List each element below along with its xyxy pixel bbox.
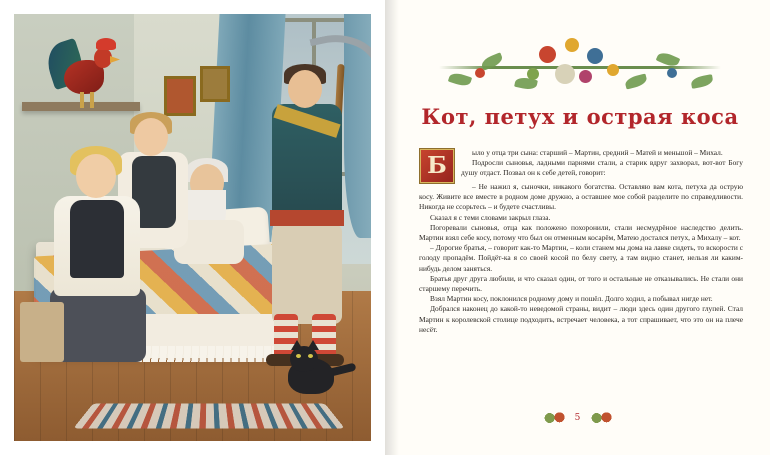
footer-ornament-left-icon (543, 411, 565, 425)
rooster-leg (80, 92, 84, 108)
wall-picture-2 (200, 66, 230, 102)
cat-eye-left (296, 354, 301, 358)
scytheman-legs (272, 224, 342, 324)
rooster-head (94, 48, 112, 68)
garland-flower (539, 46, 556, 63)
page-gutter-shadow (385, 0, 399, 455)
page-title: Кот, петух и острая коса (421, 104, 739, 129)
story-title-block (419, 104, 741, 129)
page-number: 5 (574, 413, 581, 423)
boy-legs (50, 288, 146, 362)
fairy-tale-illustration (14, 14, 371, 441)
right-page (385, 0, 770, 455)
garland-flower (555, 64, 575, 84)
wooden-stool (20, 302, 64, 362)
striped-rug (73, 404, 344, 429)
wall-picture-1 (164, 76, 196, 116)
paragraph: ыло у отца три сына: старший – Мартин, средний – Матей и меньшой – Михал. (472, 148, 723, 157)
first-paragraph-wrap (419, 148, 743, 182)
paragraph: Взял Мартин косу, поклонился родному дому и пошёл. Долго ходил, а побывал нигде нет. (430, 294, 713, 304)
paragraph: Сказал я с теми словами закрыл глаза. (430, 212, 551, 222)
rooster-beak (110, 56, 120, 63)
garland-flower (527, 68, 539, 80)
footer-ornament-right-icon (590, 411, 612, 425)
story-body (419, 148, 743, 335)
paragraph: Братья друг друга любили, и что сказал один, от того и остальные не отказывались. Не стали они старшему перечить. (419, 273, 743, 294)
drop-cap: Б (419, 148, 455, 184)
garland-leaf (624, 74, 648, 90)
garland-leaf (690, 74, 714, 89)
scytheman-head (288, 70, 322, 108)
rooster-comb (96, 38, 116, 50)
cat-eye-right (308, 354, 313, 358)
floral-garland-ornament (419, 24, 741, 102)
garland-flower (667, 68, 677, 78)
boy-vest (70, 200, 124, 278)
garland-leaf (448, 71, 472, 88)
paragraph: Добрался наконец до какой-то неведомой страны, видит – люди здесь один другого глупей. Стал Мартин к королевской столице подходить, встречает человека, а тот спрашивает, что это он на плече несёт. (419, 304, 743, 334)
garland-flower (565, 38, 579, 52)
boy-head (76, 154, 116, 198)
scytheman-belt (270, 210, 344, 226)
rooster-icon (50, 34, 122, 108)
paragraph: Погоревали сыновья, отца как положено похоронили, стали несмудрёное наследство делить. Мартин взял себе косу, потому что был он отменным косарём, Матею достался петух, а Михалу – кот. (419, 222, 743, 243)
garland-flower (579, 70, 592, 83)
paragraph: – Не нажил я, сыночки, никакого богатства. Оставляю вам кота, петуха да острую косу. Живите все вместе в родном доме дружно, а оставшее мое собой разделите по справедливости. Никогда не ссорьтесь – и будете счастливы. (419, 182, 743, 212)
garland-flower (607, 64, 619, 76)
paragraph: – Дорогие братья, – говорит как-то Мартин, – коли станем мы дома на лавке сидеть, то вскорости с голоду пропадём. Пойдёт-ка я со своей косой по белу свету, а там видно станет, нельзя ли каким-нибудь делом заняться. (419, 243, 743, 273)
page-footer (385, 411, 770, 425)
paragraph: Подросли сыновья, ладными парнями стали, а старик вдруг захворал, вот-вот Богу душу отдаст. Позвал он к себе детей, говорит: (461, 158, 743, 178)
cat-head (290, 346, 318, 372)
garland-flower (587, 48, 603, 64)
standing-man-head (134, 118, 168, 156)
garland-flower (475, 68, 485, 78)
rooster-leg-2 (90, 92, 94, 108)
